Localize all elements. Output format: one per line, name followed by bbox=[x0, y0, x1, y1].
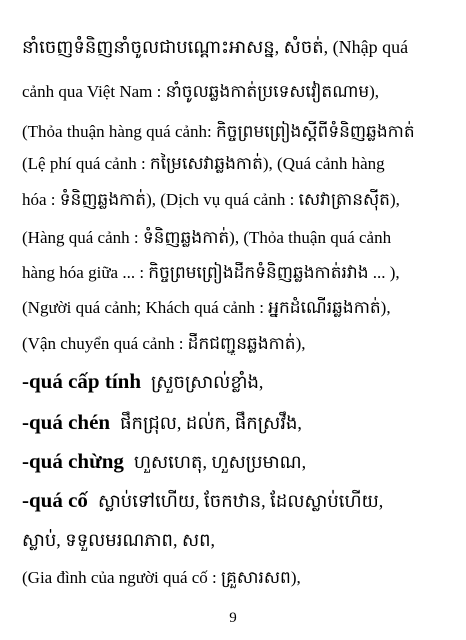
entry-meaning: ស្លាប់ទៅហើយ, ចែកឋាន, ដែលស្លាប់ហើយ, bbox=[97, 491, 384, 511]
text-line-5: hóa : ទំនិញឆ្លងកាត់), (Dịch vụ quá cảnh : សេវាត្រានស៊ីត), bbox=[22, 190, 400, 209]
text-line-8: (Người quá cảnh; Khách quá cảnh : អ្នកដំណើរឆ្លងកាត់), bbox=[22, 298, 391, 317]
entry-continuation: ស្លាប់, ទទួលមរណភាព, សព, bbox=[22, 530, 216, 550]
entry-headword: -quá chén bbox=[22, 411, 111, 434]
text-line-3: (Thỏa thuận hàng quá cảnh: កិច្ចព្រមព្រៀងស្តីពីទំនិញឆ្លងកាត់ bbox=[22, 122, 415, 141]
entry-headword: -quá cố bbox=[22, 489, 88, 512]
text-line-1: នាំចេញទំនិញនាំចូលជាបណ្តោះអាសន្ន, សំចត់, (Nhập quá bbox=[22, 37, 409, 57]
dictionary-entry bbox=[22, 489, 452, 512]
text-line-9: (Vận chuyển quá cảnh : ដឹកជញ្ជូនឆ្លងកាត់), bbox=[22, 334, 306, 353]
entry-meaning: ហួសហេតុ, ហួសប្រមាណ, bbox=[133, 452, 307, 472]
entry-headword: -quá chừng bbox=[22, 450, 124, 473]
text-line-2: cảnh qua Việt Nam : នាំចូលឆ្លងកាត់ប្រទេសវៀតណាម), bbox=[22, 82, 380, 101]
dictionary-entry bbox=[22, 370, 452, 393]
text-line-7: hàng hóa giữa ... : កិច្ចព្រមព្រៀងដឹកទំនិញឆ្លងកាត់រវាង ... ), bbox=[22, 263, 400, 282]
text-line-6: (Hàng quá cảnh : ទំនិញឆ្លងកាត់), (Thỏa thuận quá cảnh bbox=[22, 228, 392, 247]
page-number: 9 bbox=[229, 610, 237, 626]
entry-headword: -quá cấp tính bbox=[22, 370, 142, 393]
dictionary-entry bbox=[22, 411, 452, 434]
entry-meaning: ផឹកជ្រុល, ដល់ក, ផឹកស្រវឹង, bbox=[120, 413, 302, 433]
text-line-4: (Lệ phí quá cảnh : កម្រៃសេវាឆ្លងកាត់), (Quá cảnh hàng bbox=[22, 154, 385, 173]
usage-example: (Gia đình của người quá cố : គ្រួសារសព), bbox=[22, 568, 301, 587]
entry-meaning: ស្រួចស្រាល់ខ្លាំង, bbox=[151, 372, 264, 392]
dictionary-entry bbox=[22, 450, 452, 473]
